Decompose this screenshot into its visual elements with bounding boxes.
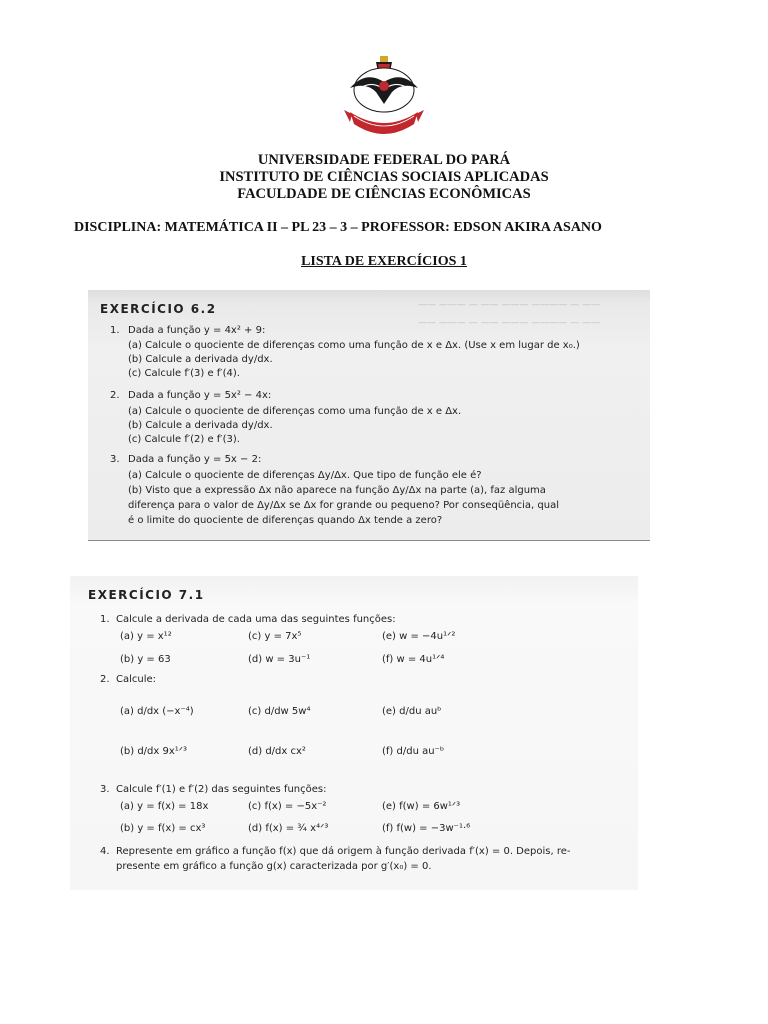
formula-cell: (a) y = x¹² bbox=[120, 631, 172, 642]
item-line: (b) Visto que a expressão Δx não aparece na função Δy/Δx na parte (a), faz alguma bbox=[128, 485, 546, 496]
formula-cell: (c) y = 7x⁵ bbox=[248, 631, 302, 642]
formula-cell: (d) d/dx cx² bbox=[248, 746, 306, 757]
item-line: Calcule a derivada de cada uma das seguintes funções: bbox=[116, 614, 396, 625]
formula-cell: (b) y = 63 bbox=[120, 654, 171, 665]
formula-cell: (e) d/du auᵇ bbox=[382, 706, 442, 717]
item-line: (b) Calcule a derivada dy/dx. bbox=[128, 420, 273, 431]
formula-cell: (b) y = f(x) = cx³ bbox=[120, 823, 206, 834]
item-line: Represente em gráfico a função f(x) que dá origem à função derivada f′(x) = 0. Depois, re- bbox=[116, 846, 571, 857]
formula-cell: (f) f(w) = −3w⁻¹·⁶ bbox=[382, 823, 471, 834]
exercise-7-1-scan bbox=[70, 576, 638, 890]
item-number: 3. bbox=[100, 784, 110, 795]
item-number: 2. bbox=[110, 390, 120, 401]
item-number: 4. bbox=[100, 846, 110, 857]
item-line: Dada a função y = 4x² + 9: bbox=[128, 325, 266, 336]
institute-name: INSTITUTO DE CIÊNCIAS SOCIAIS APLICADAS bbox=[219, 169, 549, 185]
exercise-7-1-title: EXERCÍCIO 7.1 bbox=[88, 588, 205, 602]
item-number: 1. bbox=[110, 325, 120, 336]
formula-cell: (a) d/dx (−x⁻⁴) bbox=[120, 706, 194, 717]
exercise-6-2-scan: —— ——— — —— ——— ———— — —— —— ——— — —— ——— ———— — —— EXERCÍCIO 6.2 1. Dada a função y = 4x² + 9: (a) Calcule o quociente de diferenças como uma função de x e Δx. (Use x em lugar de x₀.) (b) Calcule a derivada dy/dx. (c) Calcule f′(3) e f′(4). 2. Dada a função y = 5x² − 4x: (a) Calcule o quociente de diferenças como uma função de x e Δx. (b) Calcule a derivada dy/dx. (c) Calcule f′(2) e f′(3). 3. Dada a função y = 5x − 2: (a) Calcule o quociente de diferenças Δy/Δx. Que tipo de função ele é? (b) Visto que a expressão Δx não aparece na função Δy/Δx na parte (a), faz alguma diferença para o valor de Δy/Δx se Δx for grande ou pequeno? Por conseqüência, qual é o limite do quociente de diferenças quando Δx tende a zero? bbox=[88, 290, 650, 540]
university-name: UNIVERSIDADE FEDERAL DO PARÁ bbox=[257, 152, 511, 168]
formula-cell: (f) d/du au⁻ᵇ bbox=[382, 746, 445, 757]
item-line: (b) Calcule a derivada dy/dx. bbox=[128, 354, 273, 365]
item-line: Dada a função y = 5x − 2: bbox=[128, 454, 262, 465]
item-line: diferença para o valor de Δy/Δx se Δx for grande ou pequeno? Por conseqüência, qual bbox=[128, 500, 560, 511]
formula-cell: (d) w = 3u⁻¹ bbox=[248, 654, 311, 665]
faculty-name: FACULDADE DE CIÊNCIAS ECONÔMICAS bbox=[237, 186, 531, 202]
list-title: LISTA DE EXERCÍCIOS 1 bbox=[301, 254, 467, 269]
item-line: (c) Calcule f′(2) e f′(3). bbox=[128, 434, 240, 445]
item-line: Calcule: bbox=[116, 674, 157, 685]
formula-cell: (f) w = 4u¹ᐟ⁴ bbox=[382, 654, 445, 665]
item-line: (a) Calcule o quociente de diferenças Δy/Δx. Que tipo de função ele é? bbox=[128, 470, 482, 481]
exercise-6-2-title: EXERCÍCIO 6.2 bbox=[100, 302, 217, 316]
item-line: Calcule f′(1) e f′(2) das seguintes funções: bbox=[116, 784, 327, 795]
university-seal-icon bbox=[340, 52, 428, 144]
item-line: (c) Calcule f′(3) e f′(4). bbox=[128, 368, 240, 379]
formula-cell: (c) f(x) = −5x⁻² bbox=[248, 801, 327, 812]
formula-cell: (e) f(w) = 6w¹ᐟ³ bbox=[382, 801, 461, 812]
item-line: (a) Calcule o quociente de diferenças como uma função de x e Δx. bbox=[128, 406, 462, 417]
formula-cell: (d) f(x) = ¾ x⁴ᐟ³ bbox=[248, 823, 329, 834]
formula-cell: (a) y = f(x) = 18x bbox=[120, 801, 209, 812]
item-number: 2. bbox=[100, 674, 110, 685]
formula-cell: (b) d/dx 9x¹ᐟ³ bbox=[120, 746, 188, 757]
discipline-line: DISCIPLINA: MATEMÁTICA II – PL 23 – 3 – PROFESSOR: EDSON AKIRA ASANO bbox=[74, 220, 602, 235]
item-number: 3. bbox=[110, 454, 120, 465]
item-line: (a) Calcule o quociente de diferenças como uma função de x e Δx. (Use x em lugar de x₀.) bbox=[128, 340, 580, 351]
item-line: Dada a função y = 5x² − 4x: bbox=[128, 390, 272, 401]
item-line: presente em gráfico a função g(x) caracterizada por g′(x₀) = 0. bbox=[116, 861, 432, 872]
item-number: 1. bbox=[100, 614, 110, 625]
item-line: é o limite do quociente de diferenças quando Δx tende a zero? bbox=[128, 515, 443, 526]
formula-cell: (c) d/dw 5w⁴ bbox=[248, 706, 311, 717]
formula-cell: (e) w = −4u¹ᐟ² bbox=[382, 631, 456, 642]
divider bbox=[88, 540, 650, 541]
